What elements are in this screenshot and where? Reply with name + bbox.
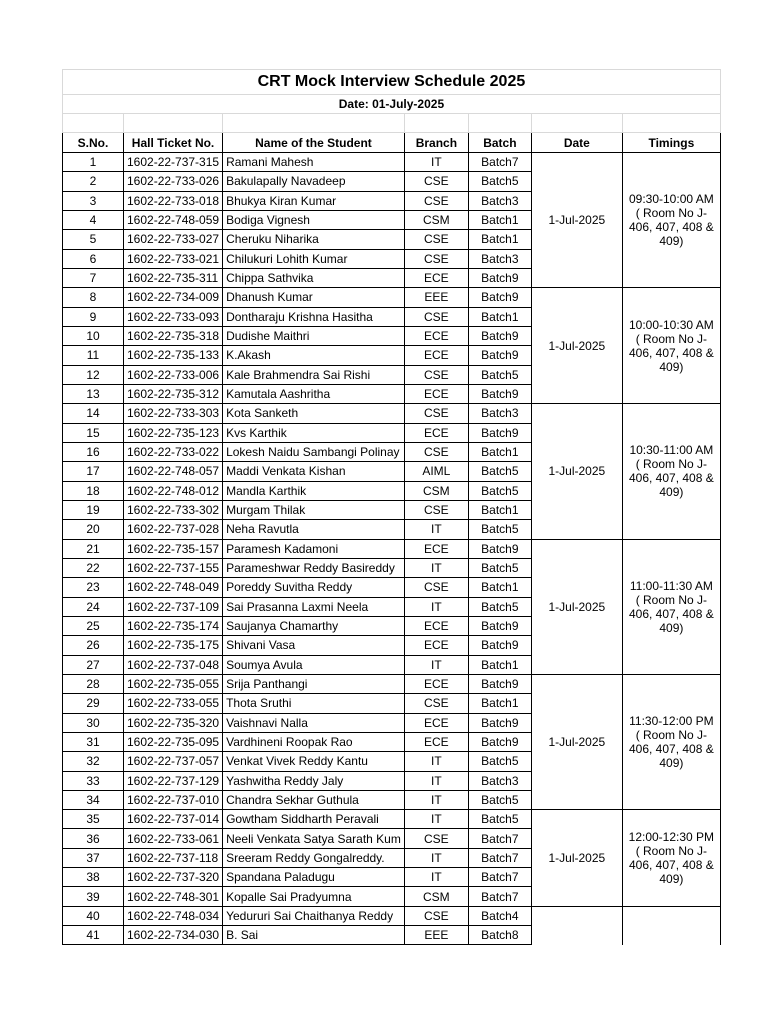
student-hall-ticket: 1602-22-737-048 <box>124 655 223 674</box>
student-hall-ticket: 1602-22-735-133 <box>124 346 223 365</box>
table-row <box>63 153 721 172</box>
student-name: Dhanush Kumar <box>223 288 405 307</box>
spacer-cell <box>531 114 622 133</box>
student-branch: CSE <box>404 500 468 519</box>
student-sno: 35 <box>63 810 124 829</box>
student-branch: IT <box>404 520 468 539</box>
student-batch: Batch5 <box>468 558 531 577</box>
student-branch: AIML <box>404 462 468 481</box>
slot-room-info: 409) <box>659 359 684 374</box>
student-batch: Batch5 <box>468 790 531 809</box>
slot-date: 1-Jul-2025 <box>531 539 622 674</box>
header-batch: Batch <box>468 133 531 153</box>
student-batch: Batch3 <box>468 404 531 423</box>
student-name: Spandana Paladugu <box>223 868 405 887</box>
student-branch: CSE <box>404 442 468 461</box>
student-sno: 25 <box>63 616 124 635</box>
student-batch: Batch9 <box>468 636 531 655</box>
student-batch: Batch1 <box>468 230 531 249</box>
slot-timing <box>622 153 720 288</box>
student-hall-ticket: 1602-22-737-109 <box>124 597 223 616</box>
student-name: Yashwitha Reddy Jaly <box>223 771 405 790</box>
student-batch: Batch5 <box>468 481 531 500</box>
student-hall-ticket: 1602-22-735-157 <box>124 539 223 558</box>
student-branch: CSE <box>404 172 468 191</box>
slot-room-info: 406, 407, 408 & <box>628 471 714 486</box>
student-hall-ticket: 1602-22-733-018 <box>124 191 223 210</box>
student-sno: 22 <box>63 558 124 577</box>
student-batch: Batch9 <box>468 268 531 287</box>
student-hall-ticket: 1602-22-735-318 <box>124 326 223 345</box>
student-branch: CSM <box>404 210 468 229</box>
student-batch: Batch9 <box>468 384 531 403</box>
student-sno: 39 <box>63 887 124 906</box>
student-batch: Batch5 <box>468 597 531 616</box>
slot-room-info: 406, 407, 408 & <box>628 857 714 872</box>
table-row <box>63 810 721 829</box>
spacer-cell <box>468 114 531 133</box>
student-hall-ticket: 1602-22-748-034 <box>124 906 223 925</box>
student-branch: ECE <box>404 674 468 693</box>
slot-timing <box>622 288 720 404</box>
slot-time-range: 10:30-11:00 AM <box>629 443 714 458</box>
student-hall-ticket: 1602-22-737-320 <box>124 868 223 887</box>
student-branch: IT <box>404 848 468 867</box>
student-sno: 29 <box>63 694 124 713</box>
student-sno: 11 <box>63 346 124 365</box>
table-row <box>63 539 721 558</box>
student-name: B. Sai <box>223 926 405 945</box>
student-sno: 33 <box>63 771 124 790</box>
student-branch: CSE <box>404 829 468 848</box>
student-name: Saujanya Chamarthy <box>223 616 405 635</box>
student-batch: Batch7 <box>468 848 531 867</box>
student-branch: CSE <box>404 307 468 326</box>
slot-room-info: 409) <box>659 620 684 635</box>
student-name: Poreddy Suvitha Reddy <box>223 578 405 597</box>
student-name: Chilukuri Lohith Kumar <box>223 249 405 268</box>
student-branch: CSE <box>404 578 468 597</box>
student-branch: CSE <box>404 365 468 384</box>
student-sno: 15 <box>63 423 124 442</box>
student-branch: CSE <box>404 230 468 249</box>
slot-room-info: 406, 407, 408 & <box>628 345 714 360</box>
student-hall-ticket: 1602-22-733-021 <box>124 249 223 268</box>
student-name: Kvs Karthik <box>223 423 405 442</box>
student-name: Mandla Karthik <box>223 481 405 500</box>
student-branch: IT <box>404 558 468 577</box>
student-hall-ticket: 1602-22-733-022 <box>124 442 223 461</box>
student-branch: CSE <box>404 694 468 713</box>
student-hall-ticket: 1602-22-733-061 <box>124 829 223 848</box>
student-name: Neeli Venkata Satya Sarath Kum <box>223 829 405 848</box>
student-sno: 1 <box>63 153 124 172</box>
spacer-cell <box>622 114 720 133</box>
slot-room-info: 406, 407, 408 & <box>628 742 714 756</box>
schedule-sheet <box>62 69 721 945</box>
student-name: Cheruku Niharika <box>223 230 405 249</box>
header-student-name: Name of the Student <box>223 133 405 153</box>
slot-room-info: ( Room No J- <box>635 457 708 472</box>
student-branch: ECE <box>404 713 468 732</box>
student-name: Venkat Vivek Reddy Kantu <box>223 752 405 771</box>
student-name: K.Akash <box>223 346 405 365</box>
student-branch: CSE <box>404 191 468 210</box>
student-hall-ticket: 1602-22-735-320 <box>124 713 223 732</box>
student-branch: ECE <box>404 616 468 635</box>
student-branch: ECE <box>404 732 468 751</box>
student-hall-ticket: 1602-22-737-028 <box>124 520 223 539</box>
student-batch: Batch1 <box>468 694 531 713</box>
date-row <box>63 95 721 114</box>
student-name: Kopalle Sai Pradyumna <box>223 887 405 906</box>
student-sno: 2 <box>63 172 124 191</box>
student-sno: 16 <box>63 442 124 461</box>
title-row <box>63 70 721 95</box>
student-batch: Batch1 <box>468 655 531 674</box>
student-hall-ticket: 1602-22-748-301 <box>124 887 223 906</box>
student-batch: Batch9 <box>468 346 531 365</box>
student-name: Soumya Avula <box>223 655 405 674</box>
student-sno: 41 <box>63 926 124 945</box>
slot-time-range: 12:00-12:30 PM <box>628 829 715 844</box>
student-name: Maddi Venkata Kishan <box>223 462 405 481</box>
student-sno: 10 <box>63 326 124 345</box>
student-branch: EEE <box>404 288 468 307</box>
slot-time-range: 11:30-12:00 PM <box>629 714 714 728</box>
student-batch: Batch9 <box>468 288 531 307</box>
student-branch: EEE <box>404 926 468 945</box>
slot-room-info: 409) <box>659 756 684 770</box>
student-name: Neha Ravutla <box>223 520 405 539</box>
student-name: Ramani Mahesh <box>223 153 405 172</box>
student-hall-ticket: 1602-22-735-311 <box>124 268 223 287</box>
student-branch: ECE <box>404 423 468 442</box>
schedule-table <box>62 69 721 945</box>
student-hall-ticket: 1602-22-735-123 <box>124 423 223 442</box>
student-branch: IT <box>404 752 468 771</box>
table-row <box>63 906 721 925</box>
student-batch: Batch9 <box>468 674 531 693</box>
student-name: Dontharaju Krishna Hasitha <box>223 307 405 326</box>
student-name: Kota Sanketh <box>223 404 405 423</box>
student-branch: ECE <box>404 539 468 558</box>
slot-room-info: ( Room No J- <box>635 843 708 858</box>
student-hall-ticket: 1602-22-737-010 <box>124 790 223 809</box>
student-sno: 6 <box>63 249 124 268</box>
student-batch: Batch1 <box>468 210 531 229</box>
student-sno: 23 <box>63 578 124 597</box>
student-batch: Batch7 <box>468 887 531 906</box>
document-date: Date: 01-July-2025 <box>63 95 721 114</box>
student-sno: 4 <box>63 210 124 229</box>
student-batch: Batch7 <box>468 868 531 887</box>
student-batch: Batch7 <box>468 153 531 172</box>
student-hall-ticket: 1602-22-733-302 <box>124 500 223 519</box>
student-batch: Batch9 <box>468 539 531 558</box>
student-name: Kamutala Aashritha <box>223 384 405 403</box>
student-batch: Batch5 <box>468 810 531 829</box>
student-branch: IT <box>404 790 468 809</box>
student-batch: Batch4 <box>468 906 531 925</box>
document-title: CRT Mock Interview Schedule 2025 <box>63 70 721 95</box>
student-batch: Batch5 <box>468 462 531 481</box>
student-sno: 7 <box>63 268 124 287</box>
student-branch: IT <box>404 655 468 674</box>
student-hall-ticket: 1602-22-748-049 <box>124 578 223 597</box>
slot-room-info: 406, 407, 408 & <box>628 220 714 235</box>
student-sno: 3 <box>63 191 124 210</box>
student-batch: Batch9 <box>468 326 531 345</box>
header-row <box>63 133 721 153</box>
student-batch: Batch1 <box>468 307 531 326</box>
student-name: Bhukya Kiran Kumar <box>223 191 405 210</box>
student-sno: 19 <box>63 500 124 519</box>
student-hall-ticket: 1602-22-737-118 <box>124 848 223 867</box>
student-hall-ticket: 1602-22-733-303 <box>124 404 223 423</box>
slot-room-info: 409) <box>659 871 684 886</box>
student-sno: 32 <box>63 752 124 771</box>
student-branch: CSE <box>404 906 468 925</box>
student-batch: Batch5 <box>468 752 531 771</box>
slot-date: 1-Jul-2025 <box>531 288 622 404</box>
student-batch: Batch5 <box>468 172 531 191</box>
header-sno: S.No. <box>63 133 124 153</box>
student-hall-ticket: 1602-22-737-155 <box>124 558 223 577</box>
student-sno: 20 <box>63 520 124 539</box>
student-sno: 5 <box>63 230 124 249</box>
student-branch: ECE <box>404 268 468 287</box>
student-sno: 18 <box>63 481 124 500</box>
student-name: Parameshwar Reddy Basireddy <box>223 558 405 577</box>
slot-room-info: 406, 407, 408 & <box>628 606 714 621</box>
student-sno: 14 <box>63 404 124 423</box>
table-row <box>63 674 721 693</box>
student-batch: Batch9 <box>468 713 531 732</box>
student-branch: ECE <box>404 384 468 403</box>
student-sno: 12 <box>63 365 124 384</box>
student-batch: Batch3 <box>468 191 531 210</box>
slot-time-range: 10:00-10:30 AM <box>628 317 714 332</box>
student-sno: 26 <box>63 636 124 655</box>
student-name: Gowtham Siddharth Peravali <box>223 810 405 829</box>
student-hall-ticket: 1602-22-748-057 <box>124 462 223 481</box>
student-sno: 31 <box>63 732 124 751</box>
spacer-cell <box>404 114 468 133</box>
slot-timing <box>622 539 720 674</box>
student-hall-ticket: 1602-22-734-009 <box>124 288 223 307</box>
student-name: Srija Panthangi <box>223 674 405 693</box>
slot-room-info: ( Room No J- <box>635 331 708 346</box>
student-name: Yedururi Sai Chaithanya Reddy <box>223 906 405 925</box>
slot-timing <box>622 404 720 539</box>
student-hall-ticket: 1602-22-733-026 <box>124 172 223 191</box>
student-name: Dudishe Maithri <box>223 326 405 345</box>
student-hall-ticket: 1602-22-733-055 <box>124 694 223 713</box>
student-name: Shivani Vasa <box>223 636 405 655</box>
student-sno: 9 <box>63 307 124 326</box>
student-branch: IT <box>404 810 468 829</box>
student-hall-ticket: 1602-22-734-030 <box>124 926 223 945</box>
student-name: Sai Prasanna Laxmi Neela <box>223 597 405 616</box>
student-hall-ticket: 1602-22-737-014 <box>124 810 223 829</box>
student-name: Chandra Sekhar Guthula <box>223 790 405 809</box>
student-batch: Batch3 <box>468 249 531 268</box>
student-sno: 30 <box>63 713 124 732</box>
table-row <box>63 404 721 423</box>
student-hall-ticket: 1602-22-735-055 <box>124 674 223 693</box>
student-name: Murgam Thilak <box>223 500 405 519</box>
student-batch: Batch3 <box>468 771 531 790</box>
student-hall-ticket: 1602-22-735-095 <box>124 732 223 751</box>
slot-timing <box>622 906 720 945</box>
student-branch: CSE <box>404 404 468 423</box>
student-branch: ECE <box>404 326 468 345</box>
student-branch: CSM <box>404 481 468 500</box>
slot-room-info: 409) <box>659 485 684 500</box>
student-branch: IT <box>404 868 468 887</box>
student-sno: 28 <box>63 674 124 693</box>
student-hall-ticket: 1602-22-733-027 <box>124 230 223 249</box>
student-sno: 17 <box>63 462 124 481</box>
student-branch: ECE <box>404 346 468 365</box>
student-branch: IT <box>404 153 468 172</box>
student-sno: 40 <box>63 906 124 925</box>
student-sno: 38 <box>63 868 124 887</box>
student-branch: CSE <box>404 249 468 268</box>
student-branch: IT <box>404 597 468 616</box>
student-sno: 8 <box>63 288 124 307</box>
student-name: Bodiga Vignesh <box>223 210 405 229</box>
student-sno: 37 <box>63 848 124 867</box>
slot-date: 1-Jul-2025 <box>531 810 622 907</box>
student-sno: 13 <box>63 384 124 403</box>
student-batch: Batch8 <box>468 926 531 945</box>
student-name: Vardhineni Roopak Rao <box>223 732 405 751</box>
student-branch: CSM <box>404 887 468 906</box>
student-batch: Batch9 <box>468 423 531 442</box>
student-batch: Batch9 <box>468 732 531 751</box>
student-hall-ticket: 1602-22-737-057 <box>124 752 223 771</box>
student-hall-ticket: 1602-22-735-174 <box>124 616 223 635</box>
student-batch: Batch9 <box>468 616 531 635</box>
slot-date: 1-Jul-2025 <box>531 674 622 809</box>
student-batch: Batch5 <box>468 365 531 384</box>
student-hall-ticket: 1602-22-748-059 <box>124 210 223 229</box>
header-hall-ticket: Hall Ticket No. <box>124 133 223 153</box>
student-sno: 21 <box>63 539 124 558</box>
header-timings: Timings <box>622 133 720 153</box>
student-batch: Batch1 <box>468 578 531 597</box>
student-hall-ticket: 1602-22-735-175 <box>124 636 223 655</box>
student-name: Lokesh Naidu Sambangi Polinay <box>223 442 405 461</box>
slot-room-info: 409) <box>659 234 684 249</box>
student-name: Thota Sruthi <box>223 694 405 713</box>
student-sno: 24 <box>63 597 124 616</box>
student-name: Chippa Sathvika <box>223 268 405 287</box>
student-branch: IT <box>404 771 468 790</box>
header-branch: Branch <box>404 133 468 153</box>
student-hall-ticket: 1602-22-737-129 <box>124 771 223 790</box>
slot-room-info: ( Room No J- <box>635 728 708 742</box>
student-name: Paramesh Kadamoni <box>223 539 405 558</box>
spacer-cell <box>124 114 223 133</box>
slot-time-range: 09:30-10:00 AM <box>628 192 714 207</box>
slot-date <box>531 906 622 945</box>
student-batch: Batch5 <box>468 520 531 539</box>
student-hall-ticket: 1602-22-737-315 <box>124 153 223 172</box>
student-batch: Batch7 <box>468 829 531 848</box>
slot-time-range: 11:00-11:30 AM <box>629 578 713 593</box>
student-name: Sreeram Reddy Gongalreddy. <box>223 848 405 867</box>
spacer-row <box>63 114 721 133</box>
student-hall-ticket: 1602-22-735-312 <box>124 384 223 403</box>
slot-timing <box>622 674 720 809</box>
student-sno: 34 <box>63 790 124 809</box>
student-name: Bakulapally Navadeep <box>223 172 405 191</box>
student-batch: Batch1 <box>468 442 531 461</box>
student-name: Kale Brahmendra Sai Rishi <box>223 365 405 384</box>
student-branch: ECE <box>404 636 468 655</box>
spacer-cell <box>63 114 124 133</box>
header-date: Date <box>531 133 622 153</box>
slot-date: 1-Jul-2025 <box>531 404 622 539</box>
student-hall-ticket: 1602-22-733-006 <box>124 365 223 384</box>
student-name: Vaishnavi Nalla <box>223 713 405 732</box>
student-hall-ticket: 1602-22-748-012 <box>124 481 223 500</box>
student-sno: 27 <box>63 655 124 674</box>
student-sno: 36 <box>63 829 124 848</box>
spacer-cell <box>223 114 405 133</box>
slot-room-info: ( Room No J- <box>635 592 708 607</box>
slot-room-info: ( Room No J- <box>635 206 708 221</box>
table-row <box>63 288 721 307</box>
slot-timing <box>622 810 720 907</box>
slot-date: 1-Jul-2025 <box>531 153 622 288</box>
student-batch: Batch1 <box>468 500 531 519</box>
student-hall-ticket: 1602-22-733-093 <box>124 307 223 326</box>
